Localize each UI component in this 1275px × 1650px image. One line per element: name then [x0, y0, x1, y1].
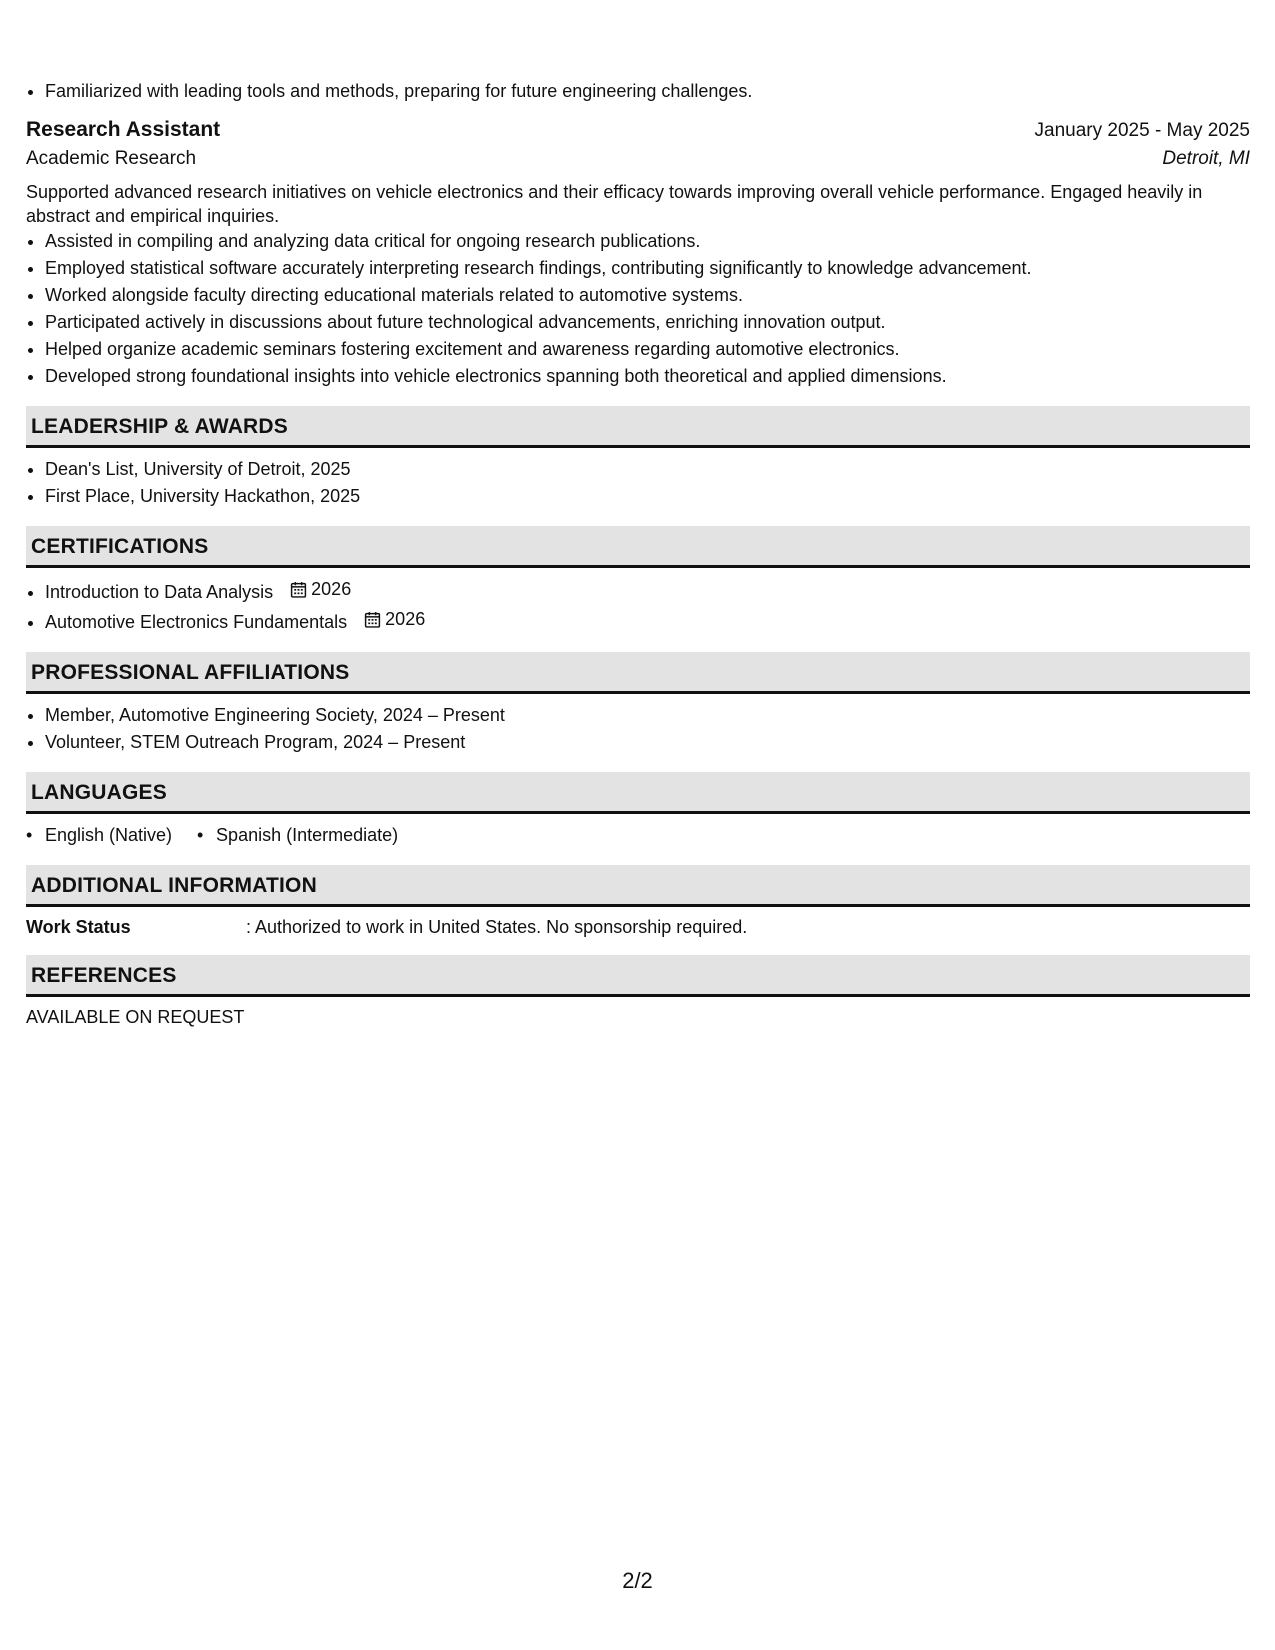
job-organization: Academic Research	[26, 148, 197, 169]
certifications-list	[26, 576, 1250, 636]
list-item: • Volunteer, STEM Outreach Program, 2024 – Present	[45, 729, 1250, 756]
work-status-value: : Authorized to work in United States. No sponsorship required.	[246, 917, 748, 937]
references-text: AVAILABLE ON REQUEST	[26, 1007, 245, 1027]
list-item: • Participated actively in discussions about future technological advancements, enriching innovation output.	[45, 309, 1250, 336]
language-item: • Spanish (Intermediate)	[197, 822, 398, 849]
list-item: • Member, Automotive Engineering Society, 2024 – Present	[45, 702, 1250, 729]
certification-name: Automotive Electronics Fundamentals	[45, 612, 348, 632]
affiliations-section	[26, 702, 1250, 756]
additional-information-section	[26, 915, 1250, 939]
work-status-label: Work Status	[26, 917, 131, 937]
list-item: • Worked alongside faculty directing educational materials related to automotive systems.	[45, 282, 1250, 309]
list-item: • First Place, University Hackathon, 2025	[45, 483, 1250, 510]
calendar-icon	[290, 581, 307, 598]
section-heading-additional-information: ADDITIONAL INFORMATION	[26, 865, 1250, 907]
leadership-list	[26, 456, 1250, 510]
page-number: 2/2	[622, 1568, 653, 1593]
calendar-icon	[364, 611, 381, 628]
resume-page	[26, 78, 1250, 1029]
job-entry	[26, 118, 1250, 390]
certification-year: 2026	[311, 579, 352, 599]
job-bullets	[26, 228, 1250, 390]
certification-date	[290, 576, 351, 603]
section-heading-certifications: CERTIFICATIONS	[26, 526, 1250, 568]
job-title: Research Assistant	[26, 118, 221, 141]
list-item: • Assisted in compiling and analyzing data critical for ongoing research publications.	[45, 228, 1250, 255]
certification-year: 2026	[385, 609, 426, 629]
references-section	[26, 1005, 1250, 1029]
affiliations-list	[26, 702, 1250, 756]
certification-name: Introduction to Data Analysis	[45, 582, 274, 602]
certification-item	[45, 606, 1250, 636]
job-header	[26, 118, 1250, 142]
list-item: • Familiarized with leading tools and methods, preparing for future engineering challenges.	[45, 78, 1250, 105]
section-heading-leadership: LEADERSHIP & AWARDS	[26, 406, 1250, 448]
section-heading-references: REFERENCES	[26, 955, 1250, 997]
section-heading-languages: LANGUAGES	[26, 772, 1250, 814]
job-summary: Supported advanced research initiatives on vehicle electronics and their efficacy towards improving overall vehicle performance. Engaged heavily in abstract and empirical inquiries.	[26, 182, 1203, 226]
language-item: • English (Native)	[26, 822, 172, 849]
work-status-row	[26, 915, 1250, 939]
certifications-section	[26, 576, 1250, 636]
languages-section	[26, 822, 1250, 849]
list-item: • Developed strong foundational insights into vehicle electronics spanning both theoretical and applied dimensions.	[45, 363, 1250, 390]
languages-list	[26, 822, 1250, 849]
job-location: Detroit, MI	[1162, 148, 1250, 169]
previous-job-bullets	[26, 78, 1250, 105]
list-item: • Employed statistical software accurately interpreting research findings, contributing significantly to knowledge advancement.	[45, 255, 1250, 282]
job-dates: January 2025 - May 2025	[1034, 120, 1250, 141]
certification-item	[45, 576, 1250, 606]
section-heading-affiliations: PROFESSIONAL AFFILIATIONS	[26, 652, 1250, 694]
certification-date	[364, 606, 425, 633]
leadership-section	[26, 456, 1250, 510]
list-item: • Dean's List, University of Detroit, 2025	[45, 456, 1250, 483]
job-subheader	[26, 148, 1250, 170]
list-item: • Helped organize academic seminars fostering excitement and awareness regarding automotive electronics.	[45, 336, 1250, 363]
